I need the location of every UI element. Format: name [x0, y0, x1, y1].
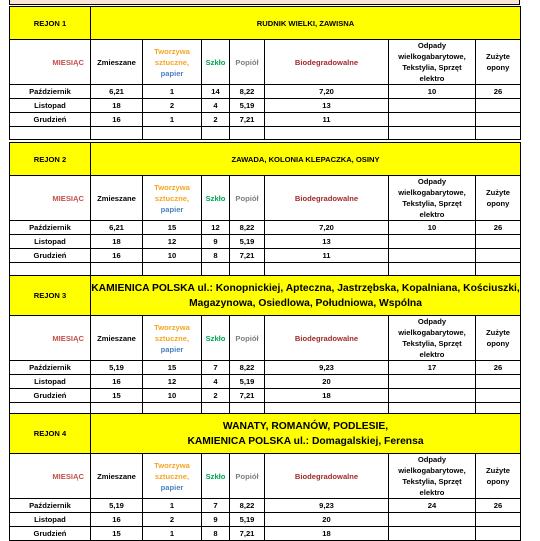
blank-cell [143, 127, 202, 140]
blank-cell [389, 263, 476, 276]
cell-month: Grudzień [10, 249, 91, 263]
table-row [10, 113, 521, 127]
region-title [91, 414, 521, 454]
cell-opony [476, 235, 521, 249]
cell-zmieszane: 6,21 [91, 85, 143, 99]
table-row [10, 221, 521, 235]
region-name: REJON 4 [10, 414, 91, 454]
header-odpady: Odpady wielkogabarytowe, Tekstylia, Sprzęt elektro [389, 40, 476, 85]
cell-opony [476, 389, 521, 403]
blank-cell [265, 263, 389, 276]
cell-month: Październik [10, 499, 91, 513]
header-tworzywa-line2: sztuczne, [154, 333, 190, 343]
cell-szklo: 9 [202, 235, 230, 249]
header-zmieszane: Zmieszane [91, 454, 143, 499]
cell-opony: 26 [476, 499, 521, 513]
cell-popiol: 8,22 [230, 361, 265, 375]
header-tworzywa-line1: Tworzywa [154, 46, 190, 56]
top-header-strip [9, 0, 520, 5]
cell-szklo: 12 [202, 221, 230, 235]
cell-zmieszane: 15 [91, 389, 143, 403]
header-szklo: Szkło [202, 40, 230, 85]
header-tworzywa [143, 454, 202, 499]
header-popiol: Popiół [230, 454, 265, 499]
column-header-row [10, 454, 521, 499]
table-row [10, 527, 521, 541]
blank-cell [476, 127, 521, 140]
header-popiol: Popiół [230, 316, 265, 361]
header-szklo: Szkło [202, 454, 230, 499]
cell-szklo: 9 [202, 513, 230, 527]
cell-month: Październik [10, 361, 91, 375]
cell-opony [476, 513, 521, 527]
cell-opony [476, 375, 521, 389]
table-row [10, 513, 521, 527]
header-opony: Zużyte opony [476, 176, 521, 221]
cell-opony: 26 [476, 85, 521, 99]
cell-biodegradowalne: 20 [265, 513, 389, 527]
cell-tworzywa: 1 [143, 113, 202, 127]
column-header-row [10, 316, 521, 361]
table-row [10, 361, 521, 375]
cell-odpady [389, 99, 476, 113]
cell-popiol: 5,19 [230, 99, 265, 113]
header-biodegradowalne: Biodegradowalne [265, 454, 389, 499]
cell-odpady [389, 513, 476, 527]
cell-zmieszane: 16 [91, 113, 143, 127]
cell-szklo: 7 [202, 499, 230, 513]
cell-month: Grudzień [10, 113, 91, 127]
cell-tworzywa: 10 [143, 389, 202, 403]
cell-tworzywa: 10 [143, 249, 202, 263]
cell-month: Listopad [10, 513, 91, 527]
header-biodegradowalne: Biodegradowalne [265, 40, 389, 85]
header-tworzywa-line2: sztuczne, [154, 193, 190, 203]
cell-zmieszane: 18 [91, 235, 143, 249]
header-odpady: Odpady wielkogabarytowe, Tekstylia, Sprzęt elektro [389, 454, 476, 499]
table-row [10, 375, 521, 389]
cell-opony: 26 [476, 361, 521, 375]
cell-tworzywa: 12 [143, 375, 202, 389]
header-miesiac: MIESIĄC [10, 40, 91, 85]
cell-month: Listopad [10, 375, 91, 389]
header-tworzywa [143, 316, 202, 361]
table-row [10, 499, 521, 513]
region-name: REJON 1 [10, 7, 91, 40]
cell-month: Listopad [10, 99, 91, 113]
cell-biodegradowalne: 11 [265, 249, 389, 263]
blank-cell [230, 127, 265, 140]
region-table [9, 413, 521, 541]
cell-opony [476, 527, 521, 541]
header-tworzywa-line2: sztuczne, [154, 471, 190, 481]
header-popiol: Popiół [230, 40, 265, 85]
cell-odpady [389, 389, 476, 403]
header-biodegradowalne: Biodegradowalne [265, 316, 389, 361]
blank-cell [91, 263, 143, 276]
cell-szklo: 2 [202, 113, 230, 127]
cell-odpady: 10 [389, 85, 476, 99]
header-popiol: Popiół [230, 176, 265, 221]
cell-popiol: 5,19 [230, 235, 265, 249]
cell-tworzywa: 15 [143, 361, 202, 375]
cell-biodegradowalne: 18 [265, 527, 389, 541]
column-header-row [10, 40, 521, 85]
cell-zmieszane: 15 [91, 527, 143, 541]
cell-popiol: 8,22 [230, 85, 265, 99]
region-title-line: ZAWADA, KOLONIA KLEPACZKA, OSINY [231, 154, 380, 164]
cell-szklo: 8 [202, 527, 230, 541]
cell-szklo: 14 [202, 85, 230, 99]
region-title-line: RUDNIK WIELKI, ZAWISNA [256, 18, 355, 28]
blank-cell [10, 127, 91, 140]
cell-odpady [389, 527, 476, 541]
cell-szklo: 7 [202, 361, 230, 375]
blank-cell [230, 263, 265, 276]
cell-opony [476, 113, 521, 127]
cell-zmieszane: 16 [91, 513, 143, 527]
header-opony: Zużyte opony [476, 316, 521, 361]
blank-row [10, 263, 521, 276]
region-title-line: WANATY, ROMANÓW, PODLESIE, [222, 420, 389, 432]
blank-cell [91, 127, 143, 140]
header-odpady: Odpady wielkogabarytowe, Tekstylia, Sprzęt elektro [389, 316, 476, 361]
header-zmieszane: Zmieszane [91, 316, 143, 361]
cell-zmieszane: 5,19 [91, 499, 143, 513]
region-title-line: Magazynowa, Osiedlowa, Południowa, Wspólna [189, 297, 422, 309]
cell-tworzywa: 2 [143, 99, 202, 113]
cell-popiol: 7,21 [230, 113, 265, 127]
region-table [9, 142, 521, 276]
blank-cell [10, 263, 91, 276]
cell-opony: 26 [476, 221, 521, 235]
region-title [91, 143, 521, 176]
blank-cell [265, 127, 389, 140]
cell-month: Październik [10, 85, 91, 99]
cell-tworzywa: 15 [143, 221, 202, 235]
region-name: REJON 2 [10, 143, 91, 176]
cell-tworzywa: 1 [143, 85, 202, 99]
cell-biodegradowalne: 7,20 [265, 85, 389, 99]
region-name: REJON 3 [10, 276, 91, 316]
table-row [10, 99, 521, 113]
header-papier-line: papier [160, 344, 184, 354]
header-szklo: Szkło [202, 316, 230, 361]
column-header-row [10, 176, 521, 221]
table-row [10, 249, 521, 263]
cell-zmieszane: 6,21 [91, 221, 143, 235]
header-tworzywa-line1: Tworzywa [154, 460, 190, 470]
header-tworzywa [143, 40, 202, 85]
cell-odpady [389, 235, 476, 249]
header-miesiac: MIESIĄC [10, 454, 91, 499]
cell-zmieszane: 16 [91, 249, 143, 263]
cell-odpady [389, 113, 476, 127]
header-opony: Zużyte opony [476, 454, 521, 499]
cell-odpady: 24 [389, 499, 476, 513]
cell-month: Grudzień [10, 527, 91, 541]
cell-zmieszane: 16 [91, 375, 143, 389]
region-title-row [10, 7, 521, 40]
cell-zmieszane: 5,19 [91, 361, 143, 375]
header-odpady: Odpady wielkogabarytowe, Tekstylia, Sprzęt elektro [389, 176, 476, 221]
table-row [10, 85, 521, 99]
cell-biodegradowalne: 20 [265, 375, 389, 389]
cell-szklo: 8 [202, 249, 230, 263]
cell-popiol: 7,21 [230, 249, 265, 263]
cell-biodegradowalne: 13 [265, 99, 389, 113]
cell-odpady [389, 375, 476, 389]
header-tworzywa-line1: Tworzywa [154, 182, 190, 192]
cell-szklo: 4 [202, 375, 230, 389]
header-tworzywa-line2: sztuczne, [154, 57, 190, 67]
cell-odpady [389, 249, 476, 263]
cell-zmieszane: 18 [91, 99, 143, 113]
cell-biodegradowalne: 9,23 [265, 361, 389, 375]
cell-szklo: 2 [202, 389, 230, 403]
cell-odpady: 10 [389, 221, 476, 235]
header-tworzywa [143, 176, 202, 221]
cell-popiol: 8,22 [230, 499, 265, 513]
header-zmieszane: Zmieszane [91, 40, 143, 85]
cell-popiol: 5,19 [230, 513, 265, 527]
region-title-row [10, 143, 521, 176]
blank-cell [143, 263, 202, 276]
blank-cell [202, 263, 230, 276]
region-title-row [10, 414, 521, 454]
header-biodegradowalne: Biodegradowalne [265, 176, 389, 221]
blank-cell [389, 127, 476, 140]
header-papier-line: papier [160, 482, 184, 492]
table-row [10, 389, 521, 403]
cell-biodegradowalne: 7,20 [265, 221, 389, 235]
cell-popiol: 8,22 [230, 221, 265, 235]
header-papier-line: papier [160, 68, 184, 78]
header-opony: Zużyte opony [476, 40, 521, 85]
region-title-row [10, 276, 521, 316]
cell-popiol: 7,21 [230, 389, 265, 403]
cell-tworzywa: 1 [143, 499, 202, 513]
blank-row [10, 127, 521, 140]
cell-opony [476, 249, 521, 263]
cell-tworzywa: 12 [143, 235, 202, 249]
header-miesiac: MIESIĄC [10, 316, 91, 361]
blank-cell [202, 127, 230, 140]
region-table [9, 6, 521, 140]
blank-cell [476, 263, 521, 276]
header-szklo: Szkło [202, 176, 230, 221]
region-title-line: KAMIENICA POLSKA ul.: Domagalskiej, Ferensa [187, 435, 424, 447]
cell-tworzywa: 2 [143, 513, 202, 527]
header-tworzywa-line1: Tworzywa [154, 322, 190, 332]
cell-biodegradowalne: 11 [265, 113, 389, 127]
region-title [91, 7, 521, 40]
cell-popiol: 5,19 [230, 375, 265, 389]
cell-biodegradowalne: 13 [265, 235, 389, 249]
cell-biodegradowalne: 9,23 [265, 499, 389, 513]
cell-month: Listopad [10, 235, 91, 249]
region-title-line: KAMIENICA POLSKA ul.: Konopnickiej, Apteczna, Jastrzębska, Kopalniana, Kościuszki, [91, 282, 520, 294]
cell-szklo: 4 [202, 99, 230, 113]
header-miesiac: MIESIĄC [10, 176, 91, 221]
cell-popiol: 7,21 [230, 527, 265, 541]
cell-opony [476, 99, 521, 113]
cell-month: Październik [10, 221, 91, 235]
cell-month: Grudzień [10, 389, 91, 403]
table-row [10, 235, 521, 249]
region-table [9, 275, 521, 416]
header-zmieszane: Zmieszane [91, 176, 143, 221]
header-papier-line: papier [160, 204, 184, 214]
cell-tworzywa: 1 [143, 527, 202, 541]
cell-odpady: 17 [389, 361, 476, 375]
cell-biodegradowalne: 18 [265, 389, 389, 403]
region-title [91, 276, 521, 316]
